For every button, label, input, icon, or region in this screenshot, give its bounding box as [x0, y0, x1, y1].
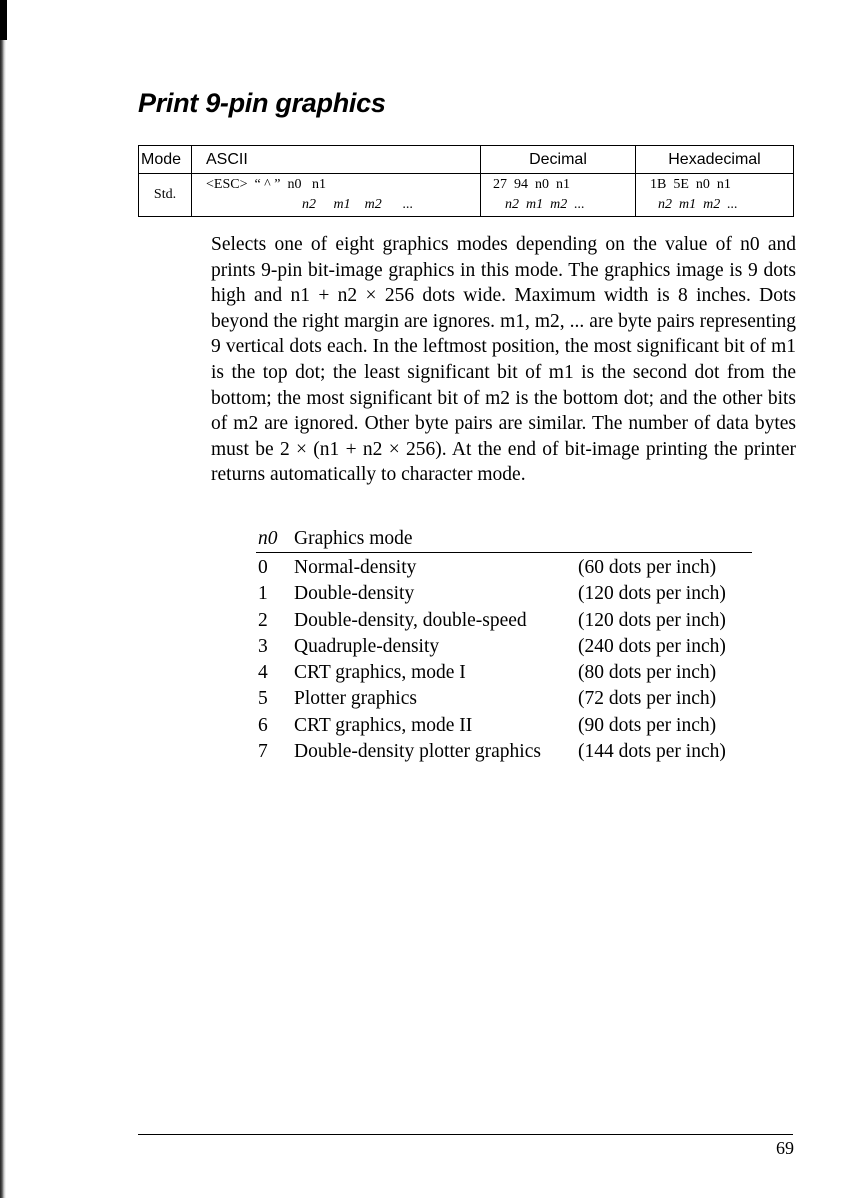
- header-decimal: Decimal: [481, 146, 636, 174]
- decimal-line-2: n2 m1 m2 ...: [505, 197, 585, 212]
- mode-row: [256, 660, 756, 686]
- mode-number: 1: [258, 583, 268, 605]
- command-table-header: [139, 146, 794, 174]
- modes-header-n0: n0: [258, 528, 278, 549]
- decimal-cell: [481, 174, 636, 217]
- header-mode: Mode: [139, 146, 192, 174]
- hex-cell: [636, 174, 794, 217]
- page-number: 69: [776, 1138, 794, 1158]
- mode-density: (72 dots per inch): [578, 688, 717, 710]
- footer-rule: [138, 1134, 793, 1135]
- mode-number: 4: [258, 662, 268, 684]
- description-text: Selects one of eight graphics modes depending on the value of n0 and prints 9-pin bit-image graphics in this mode. The graphics image is 9 dots high and n1 + n2 × 256 dots wide. Maximum width is 8 inches. Dots beyond the right margin are ignores. m1, m2, ... are byte pairs representing 9 vertical dots each. In the leftmost position, the most significant bit of m1 is the top dot; the least significant bit of m1 is the second dot from the bottom; the most significant bit of m2 is the bottom dot; and the other bits of m2 are ignored. Other byte pairs are similar. The number of data bytes must be 2 × (n1 + n2 × 256). At the end of bit-image printing the printer returns automatically to character mode.: [211, 234, 796, 486]
- decimal-line-1: 27 94 n0 n1: [493, 177, 570, 192]
- mode-number: 7: [258, 741, 268, 763]
- mode-row: [256, 608, 756, 634]
- mode-density: (80 dots per inch): [578, 662, 717, 684]
- mode-row: [256, 739, 756, 765]
- scan-edge: [0, 0, 6, 1198]
- ascii-line-1: <ESC> “ ^ ” n0 n1: [206, 177, 326, 192]
- graphics-modes-table: [256, 526, 756, 765]
- hex-line-1: 1B 5E n0 n1: [650, 177, 731, 192]
- mode-cell: Std.: [139, 174, 192, 217]
- page-title: Print 9-pin graphics: [138, 88, 386, 118]
- mode-number: 0: [258, 557, 268, 578]
- mode-density: (144 dots per inch): [578, 741, 726, 763]
- ascii-line-2: n2 m1 m2 ...: [302, 197, 414, 212]
- command-table: [138, 145, 794, 217]
- mode-name: Double-density plotter graphics: [294, 741, 541, 763]
- mode-row: [256, 713, 756, 739]
- mode-density: (60 dots per inch): [578, 557, 717, 578]
- mode-name: CRT graphics, mode II: [294, 714, 473, 736]
- modes-header-label: Graphics mode: [294, 528, 413, 549]
- mode-name: CRT graphics, mode I: [294, 662, 466, 684]
- description: [211, 232, 796, 488]
- mode-row: [256, 634, 756, 660]
- mode-number: 3: [258, 635, 268, 657]
- hex-line-2: n2 m1 m2 ...: [658, 197, 738, 212]
- mode-name: Quadruple-density: [294, 635, 440, 657]
- mode-density: (90 dots per inch): [578, 714, 717, 736]
- mode-row: [256, 555, 756, 581]
- header-ascii: ASCII: [192, 146, 481, 174]
- command-table-row: [139, 174, 794, 217]
- mode-row: [256, 686, 756, 712]
- ascii-cell: [192, 174, 481, 217]
- mode-density: (120 dots per inch): [578, 609, 726, 631]
- mode-name: Double-density: [294, 583, 415, 605]
- mode-density: (240 dots per inch): [578, 635, 726, 657]
- mode-name: Double-density, double-speed: [294, 609, 527, 631]
- header-hexadecimal: Hexadecimal: [636, 146, 794, 174]
- mode-name: Normal-density: [294, 557, 417, 578]
- scan-mark: [0, 0, 7, 40]
- mode-number: 6: [258, 714, 268, 736]
- mode-name: Plotter graphics: [294, 688, 417, 710]
- modes-rows: [256, 553, 756, 765]
- mode-density: (120 dots per inch): [578, 583, 726, 605]
- mode-number: 2: [258, 609, 268, 631]
- modes-header: [256, 526, 752, 553]
- mode-number: 5: [258, 688, 268, 710]
- mode-row: [256, 581, 756, 607]
